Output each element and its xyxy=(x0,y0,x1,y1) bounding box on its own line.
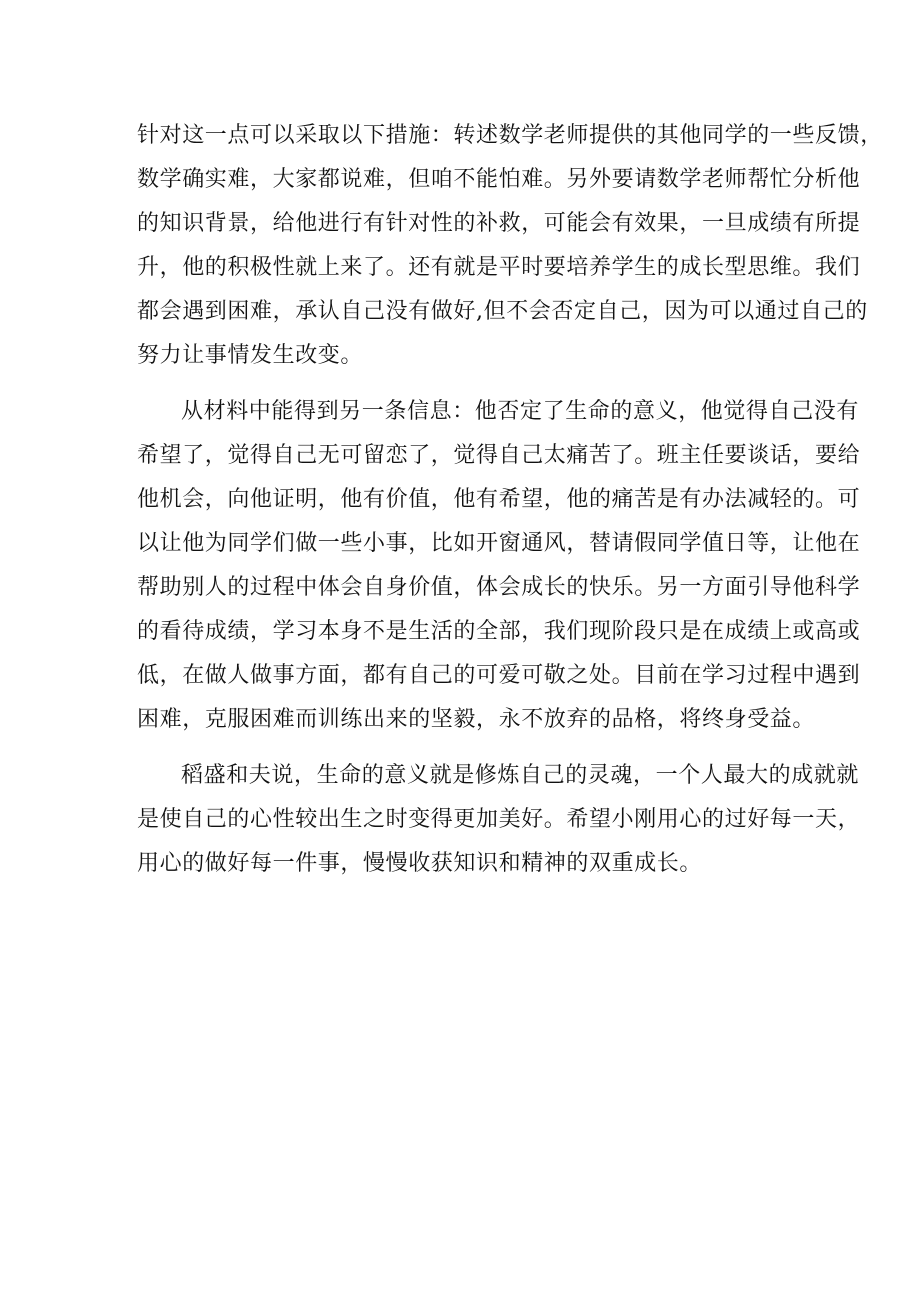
document-body xyxy=(137,114,883,898)
paragraph-line: 都会遇到困难，承认自己没有做好,但不会否定自己，因为可以通过自己的 xyxy=(137,299,868,324)
paragraph-2 xyxy=(137,390,861,742)
paragraph-line: 低，在做人做事方面，都有自己的可爱可敬之处。目前在学习过程中遇到 xyxy=(137,663,861,688)
paragraph-line: 他机会，向他证明，他有价值，他有希望，他的痛苦是有办法减轻的。可 xyxy=(137,487,861,512)
paragraph-line: 稻盛和夫说，生命的意义就是修炼自己的灵魂，一个人最大的成就就 xyxy=(181,763,860,788)
paragraph-line: 希望了，觉得自己无可留恋了，觉得自己太痛苦了。班主任要谈话，要给 xyxy=(137,443,861,468)
paragraph-line: 以让他为同学们做一些小事，比如开窗通风，替请假同学值日等，让他在 xyxy=(137,531,861,556)
paragraph-line: 数学确实难，大家都说难，但咱不能怕难。另外要请数学老师帮忙分析他 xyxy=(137,167,861,192)
paragraph-line: 帮助别人的过程中体会自身价值，体会成长的快乐。另一方面引导他科学 xyxy=(137,575,861,600)
paragraph-line: 是使自己的心性较出生之时变得更加美好。希望小刚用心的过好每一天， xyxy=(137,807,861,832)
paragraph-3 xyxy=(137,754,861,886)
paragraph-1 xyxy=(137,114,883,378)
paragraph-line: 努力让事情发生改变。 xyxy=(137,343,364,368)
paragraph-line: 针对这一点可以采取以下措施：转述数学老师提供的其他同学的一些反馈， xyxy=(137,123,883,148)
paragraph-line: 用心的做好每一件事，慢慢收获知识和精神的双重成长。 xyxy=(137,851,703,876)
paragraph-line: 从材料中能得到另一条信息：他否定了生命的意义，他觉得自己没有 xyxy=(181,399,860,424)
paragraph-line: 的知识背景，给他进行有针对性的补救，可能会有效果，一旦成绩有所提 xyxy=(137,211,861,236)
paragraph-line: 升，他的积极性就上来了。还有就是平时要培养学生的成长型思维。我们 xyxy=(137,255,861,280)
paragraph-line: 的看待成绩，学习本身不是生活的全部，我们现阶段只是在成绩上或高或 xyxy=(137,619,861,644)
paragraph-line: 困难，克服困难而训练出来的坚毅，永不放弃的品格，将终身受益。 xyxy=(137,707,816,732)
